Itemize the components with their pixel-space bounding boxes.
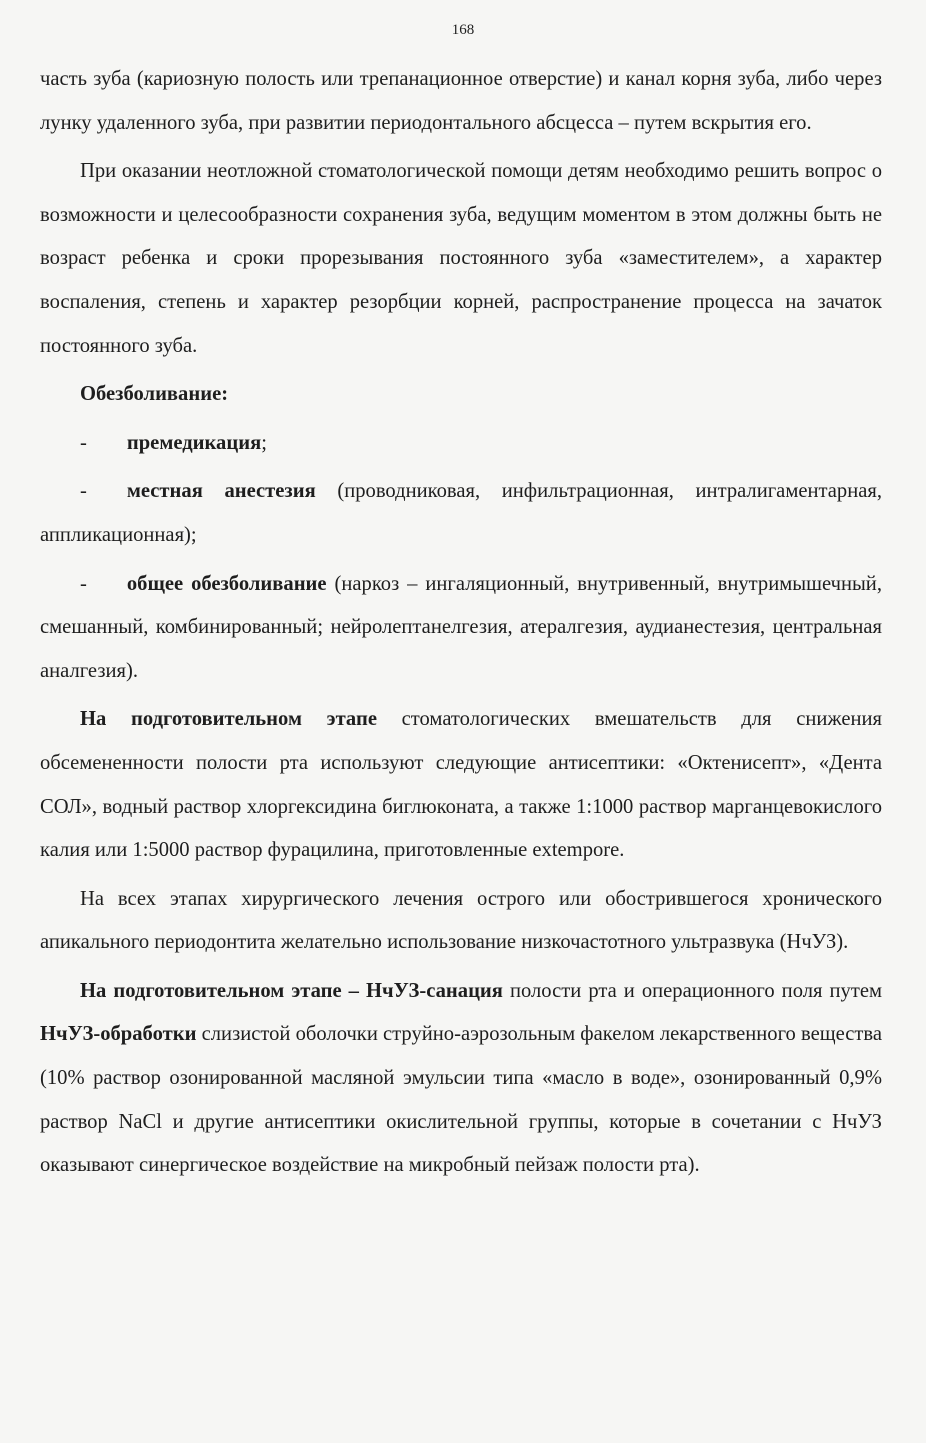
bold-lead: На подготовительном этапе – НчУЗ-санация bbox=[80, 979, 503, 1002]
list-item-text: (проводниковая, инфильтрационная, интралигаментарная, аппликационная); bbox=[40, 480, 882, 546]
list-item-local-anesthesia bbox=[40, 470, 882, 557]
paragraph-ultrasound-sanation bbox=[40, 970, 882, 1188]
bold-lead: На подготовительном этапе bbox=[80, 708, 377, 731]
paragraph-ultrasound: На всех этапах хирургического лечения острого или обострившегося хронического апикального периодонтита желательно использование низкочастотного ультразвука (НчУЗ). bbox=[40, 887, 882, 954]
list-dash: - bbox=[80, 431, 87, 454]
anesthesia-heading: Обезболивание: bbox=[80, 383, 229, 406]
list-item-premedication bbox=[40, 422, 882, 466]
paragraph-continuation: часть зуба (кариозную полость или трепанационное отверстие) и канал корня зуба, либо через лунку удаленного зуба, при развитии периодонтального абсцесса – путем вскрытия его. bbox=[40, 68, 882, 134]
list-item-general-anesthesia bbox=[40, 563, 882, 694]
list-item-bold: местная анестезия bbox=[126, 480, 316, 503]
list-dash: - bbox=[80, 480, 87, 503]
list-item-text: (наркоз – ингаляционный, внутривенный, внутримышечный, смешанный, комбинированный; нейролептанелгезия, атералгезия, аудианестезия, центральная аналгезия). bbox=[40, 572, 882, 682]
paragraph-text: полости рта и операционного поля путем bbox=[502, 979, 882, 1002]
page-number: 168 bbox=[451, 22, 475, 38]
bold-term: НчУЗ-обработки bbox=[40, 1023, 197, 1046]
list-item-bold: премедикация bbox=[126, 431, 262, 454]
paragraph-text: стоматологических вмешательств для снижения обсемененности полости рта используют следующие антисептики: «Октенисепт», «Дента СОЛ», водный раствор хлоргексидина биглюконата, а также 1:1000 раствор марганцевокислого калия или 1:5000 раствор фурацилина, приготовленные extempore. bbox=[40, 708, 882, 862]
paragraph-emergency-care: При оказании неотложной стоматологической помощи детям необходимо решить вопрос о возможности и целесообразности сохранения зуба, ведущим моментом в этом должны быть не возраст ребенка и сроки прорезывания постоянного зуба «заместителем», а характер воспаления, степень и характер резорбции корней, распространение процесса на зачаток постоянного зуба. bbox=[40, 160, 882, 357]
body-text bbox=[40, 58, 882, 1188]
list-dash: - bbox=[80, 572, 87, 595]
paragraph-preparatory-stage bbox=[40, 698, 882, 872]
paragraph-text: слизистой оболочки струйно-аэрозольным факелом лекарственного вещества (10% раствор озонированной масляной эмульсии типа «масло в воде», озонированный 0,9% раствор NaCl и другие антисептики окислительной группы, которые в сочетании с НчУЗ оказывают синергическое воздействие на микробный пейзаж полости рта). bbox=[40, 1023, 882, 1177]
list-item-bold: общее обезболивание bbox=[126, 572, 327, 595]
list-item-text: ; bbox=[261, 431, 267, 454]
